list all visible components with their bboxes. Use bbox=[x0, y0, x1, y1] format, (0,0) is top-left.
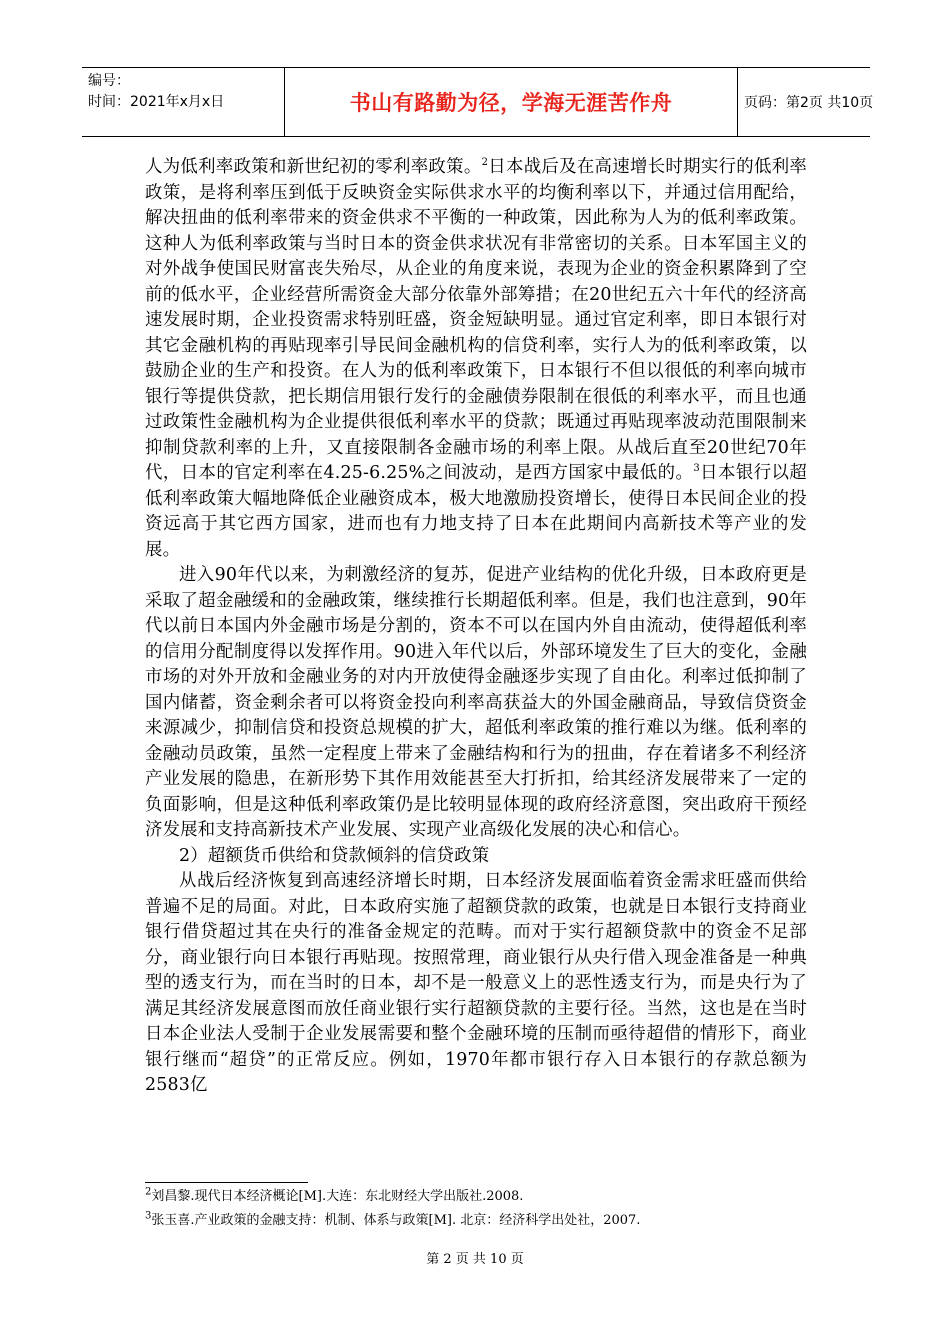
document-body bbox=[145, 155, 807, 1099]
paragraph-2: 进入90年代以来，为刺激经济的复苏，促进产业结构的优化升级，日本政府更是采取了超金融缓和的金融政策，继续推行长期超低利率。但是，我们也注意到，90年代以前日本国内外金融市场是分割的，资本不可以在国内外自由流动，使得超低利率的信用分配制度得以发挥作用。90进入年代以后，外部环境发生了巨大的变化，金融市场的对外开放和金融业务的对内开放使得金融逐步实现了自由化。利率过低抑制了国内储蓄，资金剩余者可以将资金投向利率高获益大的外国金融商品，导致信贷资金来源减少，抑制信贷和投资总规模的扩大，超低利率政策的推行难以为继。低利率的金融动员政策，虽然一定程度上带来了金融结构和行为的扭曲，存在着诸多不利经济产业发展的隐患，在新形势下其作用效能甚至大打折扣，给其经济发展带来了一定的负面影响，但是这种低利率政策仍是比较明显体现的政府经济意图，突出政府干预经济发展和支持高新技术产业发展、实现产业高级化发展的决心和信心。 bbox=[145, 565, 807, 840]
header-motto-cell bbox=[285, 68, 738, 136]
footnote-separator bbox=[145, 1182, 308, 1183]
footnote-3: $^3$张玉喜.产业政策的金融支持：机制、体系与政策[M]. 北京：经济科学出处社，2007. bbox=[145, 1210, 641, 1228]
footnote-ref-2: 2 bbox=[481, 157, 489, 169]
header-page-count: 页码：第2页 共10页 bbox=[744, 95, 874, 111]
serial-label: 编号： bbox=[88, 73, 130, 89]
page-number: 第 2 页 共 10 页 bbox=[426, 1252, 524, 1267]
page-header bbox=[82, 67, 874, 137]
paragraph-3: 从战后经济恢复到高速经济增长时期，日本经济发展面临着资金需求旺盛而供给普遍不足的局面。对此，日本政府实施了超额贷款的政策，也就是日本银行支持商业银行借贷超过其在央行的准备金规定的范畴。而对于实行超额贷款中的资金不足部分，商业银行向日本银行再贴现。按照常理，商业银行从央行借入现金准备是一种典型的透支行为，而在当时的日本，却不是一般意义上的恶性透支行为，而是央行为了满足其经济发展意图而放任商业银行实行超额贷款的主要行径。当然，这也是在当时日本企业法人受制于企业发展需要和整个金融环境的压制而亟待超借的情形下，商业银行继而“超贷”的正常反应。例如，1970年都市银行存入日本银行的存款总额为2583亿 bbox=[145, 871, 807, 1095]
footnote-ref-3: 3 bbox=[693, 463, 700, 475]
paragraph-1: 人为低利率政策和新世纪初的零利率政策。$^2$日本战后及在高速增长时期实行的低利率政策，是将利率压到低于反映资金实际供求水平的均衡利率以下，并通过信用配给，解决扭曲的低利率带来的资金供求不平衡的一种政策，因此称为人为的低利率政策。这种人为低利率政策与当时日本的资金供求状况有非常密切的关系。日本军国主义的对外战争使国民财富丧失殆尽，从企业的角度来说，表现为企业的资金积累降到了空前的低水平，企业经营所需资金大部分依靠外部筹措；在20世纪五六十年代的经济高速发展时期，企业投资需求特别旺盛，资金短缺明显。通过官定利率，即日本银行对其它金融机构的再贴现率引导民间金融机构的信贷利率，实行人为的低利率政策，以鼓励企业的生产和投资。在人为的低利率政策下，日本银行不但以很低的利率向城市银行等提供贷款，把长期信用银行发行的金融债券限制在很低的利率水平，而且也通过政策性金融机构为企业提供很低利率水平的贷款；既通过再贴现率波动范围限制来抑制贷款利率的上升，又直接限制各金融市场的利率上限。从战后直至20世纪70年代，日本的官定利率在4.25-6.25%之间波动，是西方国家中最低的。$^3$日本银行以超低利率政策大幅地降低企业融资成本，极大地激励投资增长，使得日本民间企业的投资远高于其它西方国家，进而也有力地支持了日本在此期间内高新技术等产业的发展。 bbox=[145, 157, 807, 560]
section-heading: 2）超额货币供给和贷款倾斜的信贷政策 bbox=[179, 845, 490, 866]
header-meta bbox=[82, 68, 285, 136]
footnote-2: $^2$刘昌黎.现代日本经济概论[M].大连：东北财经大学出版社.2008. bbox=[145, 1186, 524, 1204]
motto: 书山有路勤为径，学海无涯苦作舟 bbox=[349, 91, 673, 115]
time-label: 时间：2021年x月x日 bbox=[88, 94, 225, 110]
